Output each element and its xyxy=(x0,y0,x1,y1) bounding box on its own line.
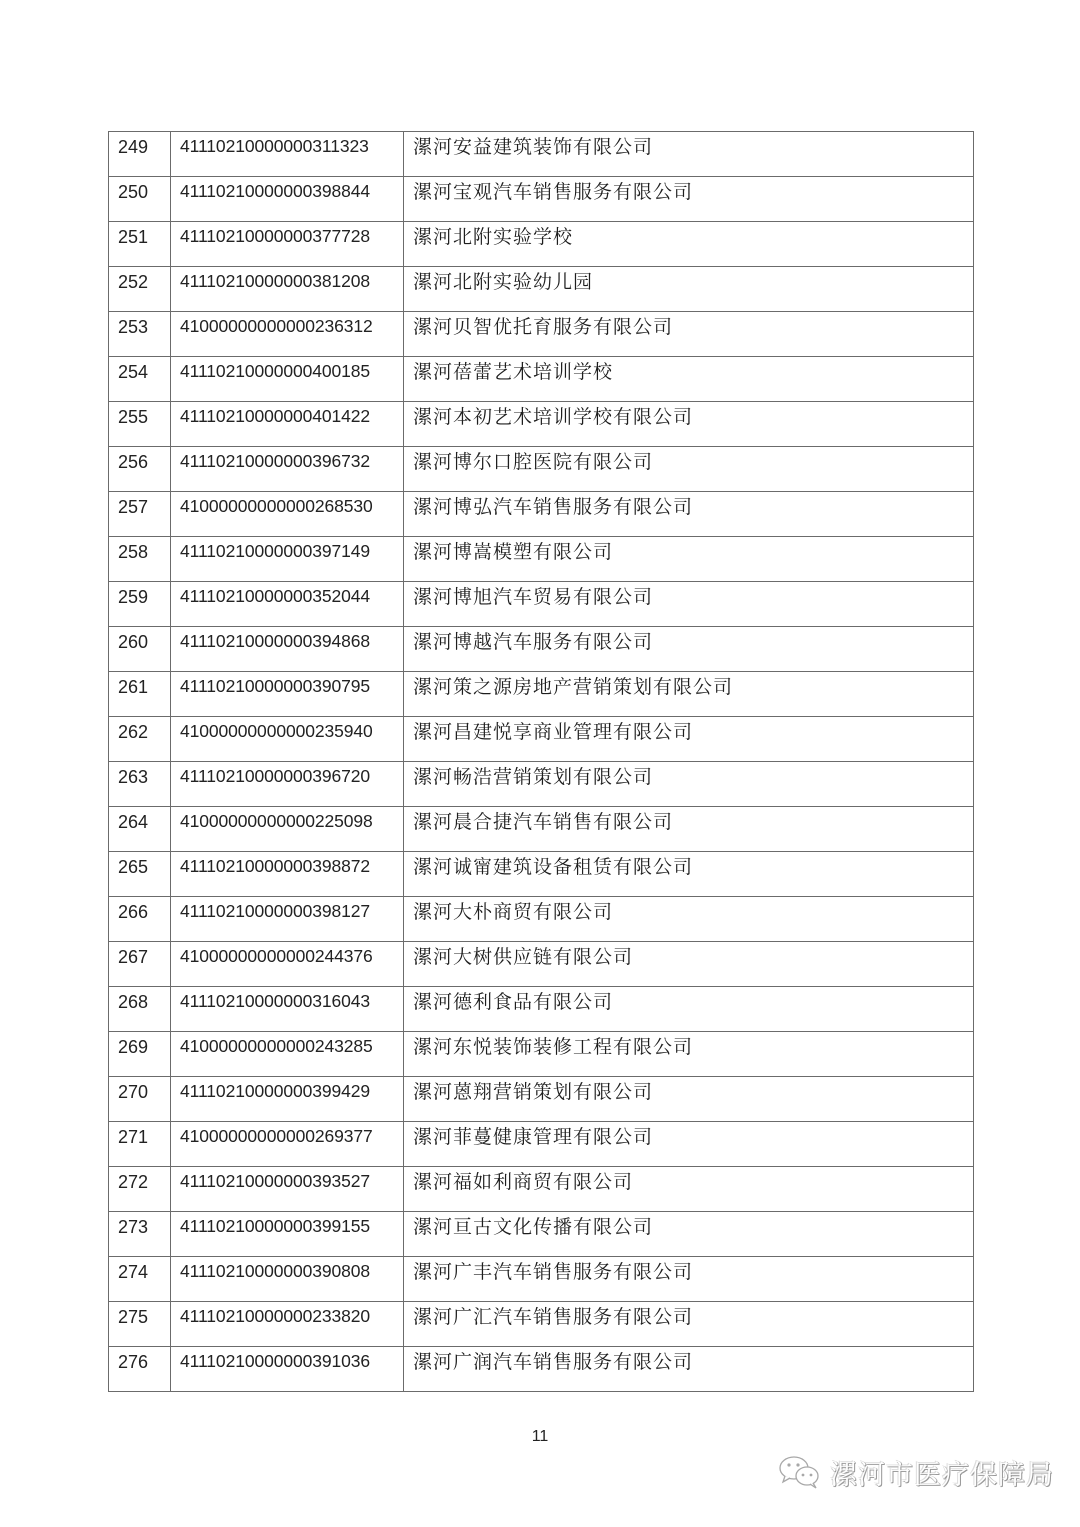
unit-name-cell-text: 漯河策之源房地产营销策划有限公司 xyxy=(413,676,734,698)
table-row xyxy=(109,1032,974,1077)
unit-code-cell-text: 41110210000000400185 xyxy=(180,361,371,381)
table-row xyxy=(109,672,974,717)
unit-code-cell xyxy=(171,762,404,807)
unit-name-cell xyxy=(404,537,974,582)
unit-code-cell xyxy=(171,807,404,852)
unit-code-cell xyxy=(171,897,404,942)
unit-name-cell xyxy=(404,132,974,177)
unit-name-cell-text: 漯河东悦装饰装修工程有限公司 xyxy=(413,1036,694,1058)
table-row xyxy=(109,537,974,582)
row-number-cell xyxy=(109,1122,171,1167)
unit-code-cell xyxy=(171,1167,404,1212)
unit-name-cell xyxy=(404,762,974,807)
row-number-cell xyxy=(109,1167,171,1212)
unit-code-cell xyxy=(171,357,404,402)
row-number-cell-text: 256 xyxy=(118,452,149,472)
unit-name-cell-text: 漯河宝观汽车销售服务有限公司 xyxy=(413,181,694,203)
row-number-cell xyxy=(109,1032,171,1077)
row-number-cell xyxy=(109,1257,171,1302)
unit-code-cell-text: 41110210000000390808 xyxy=(180,1261,371,1281)
row-number-cell-text: 270 xyxy=(118,1082,149,1102)
row-number-cell xyxy=(109,357,171,402)
table-row xyxy=(109,1257,974,1302)
unit-code-cell-text: 41110210000000398844 xyxy=(180,181,371,201)
unit-name-cell-text: 漯河蓓蕾艺术培训学校 xyxy=(413,361,614,383)
row-number-cell-text: 271 xyxy=(118,1127,149,1147)
unit-code-cell xyxy=(171,1122,404,1167)
unit-code-cell xyxy=(171,1347,404,1392)
unit-code-cell-text: 41110210000000394868 xyxy=(180,631,371,651)
unit-code-cell xyxy=(171,267,404,312)
unit-code-cell-text: 41110210000000390795 xyxy=(180,676,371,696)
unit-name-cell xyxy=(404,807,974,852)
unit-code-cell xyxy=(171,312,404,357)
row-number-cell-text: 268 xyxy=(118,992,149,1012)
watermark-text: 漯河市医疗保障局 xyxy=(830,1459,1054,1491)
unit-name-cell xyxy=(404,447,974,492)
row-number-cell xyxy=(109,267,171,312)
unit-name-cell xyxy=(404,1122,974,1167)
row-number-cell xyxy=(109,1347,171,1392)
table-row xyxy=(109,762,974,807)
table-row xyxy=(109,1302,974,1347)
row-number-cell-text: 249 xyxy=(118,137,149,157)
unit-name-cell xyxy=(404,1077,974,1122)
table-row xyxy=(109,987,974,1032)
unit-code-cell xyxy=(171,987,404,1032)
row-number-cell xyxy=(109,717,171,762)
unit-code-cell-text: 41000000000000225098 xyxy=(180,811,373,831)
unit-name-cell xyxy=(404,312,974,357)
row-number-cell xyxy=(109,627,171,672)
row-number-cell xyxy=(109,942,171,987)
unit-code-cell-text: 41110210000000352044 xyxy=(180,586,371,606)
table-body xyxy=(109,132,974,1392)
unit-name-cell xyxy=(404,1257,974,1302)
unit-code-cell-text: 41110210000000398127 xyxy=(180,901,371,921)
unit-code-cell-text: 41000000000000268530 xyxy=(180,496,373,516)
row-number-cell xyxy=(109,897,171,942)
unit-code-cell-text: 41110210000000311323 xyxy=(180,136,369,156)
unit-code-cell xyxy=(171,492,404,537)
unit-code-cell-text: 41000000000000244376 xyxy=(180,946,373,966)
table-row xyxy=(109,807,974,852)
table-row xyxy=(109,357,974,402)
unit-list-table xyxy=(108,131,974,1392)
row-number-cell-text: 253 xyxy=(118,317,149,337)
unit-name-cell xyxy=(404,1302,974,1347)
row-number-cell-text: 272 xyxy=(118,1172,149,1192)
row-number-cell-text: 254 xyxy=(118,362,149,382)
unit-name-cell-text: 漯河畅浩营销策划有限公司 xyxy=(413,766,654,788)
unit-name-cell-text: 漯河博弘汽车销售服务有限公司 xyxy=(413,496,694,518)
row-number-cell-text: 252 xyxy=(118,272,149,292)
unit-name-cell xyxy=(404,177,974,222)
table-row xyxy=(109,492,974,537)
unit-code-cell-text: 41110210000000316043 xyxy=(180,991,371,1011)
table-row xyxy=(109,447,974,492)
row-number-cell xyxy=(109,222,171,267)
unit-code-cell xyxy=(171,672,404,717)
row-number-cell xyxy=(109,852,171,897)
table-row xyxy=(109,852,974,897)
unit-code-cell-text: 41110210000000399155 xyxy=(180,1216,371,1236)
unit-code-cell-text: 41000000000000243285 xyxy=(180,1036,373,1056)
table-row xyxy=(109,1077,974,1122)
row-number-cell-text: 262 xyxy=(118,722,149,742)
row-number-cell xyxy=(109,537,171,582)
wechat-icon xyxy=(778,1454,822,1490)
unit-name-cell xyxy=(404,717,974,762)
row-number-cell xyxy=(109,132,171,177)
unit-name-cell-text: 漯河北附实验学校 xyxy=(413,226,574,248)
unit-name-cell-text: 漯河福如利商贸有限公司 xyxy=(413,1171,634,1193)
unit-name-cell-text: 漯河蒽翔营销策划有限公司 xyxy=(413,1081,654,1103)
unit-name-cell xyxy=(404,627,974,672)
unit-code-cell-text: 41110210000000377728 xyxy=(180,226,371,246)
unit-code-cell xyxy=(171,1212,404,1257)
unit-name-cell xyxy=(404,357,974,402)
unit-code-cell-text: 41110210000000398872 xyxy=(180,856,371,876)
wechat-account-watermark xyxy=(778,1452,1054,1492)
unit-name-cell-text: 漯河北附实验幼儿园 xyxy=(413,271,594,293)
unit-name-cell xyxy=(404,582,974,627)
table-row xyxy=(109,132,974,177)
row-number-cell xyxy=(109,807,171,852)
unit-code-cell xyxy=(171,447,404,492)
unit-code-cell xyxy=(171,852,404,897)
table-row xyxy=(109,267,974,312)
unit-code-cell xyxy=(171,717,404,762)
unit-name-cell xyxy=(404,1167,974,1212)
unit-name-cell xyxy=(404,942,974,987)
unit-code-cell xyxy=(171,942,404,987)
row-number-cell xyxy=(109,177,171,222)
unit-name-cell-text: 漯河广润汽车销售服务有限公司 xyxy=(413,1351,694,1373)
row-number-cell xyxy=(109,447,171,492)
row-number-cell-text: 259 xyxy=(118,587,149,607)
unit-code-cell xyxy=(171,132,404,177)
unit-code-cell xyxy=(171,402,404,447)
unit-code-cell-text: 41000000000000236312 xyxy=(180,316,373,336)
row-number-cell-text: 260 xyxy=(118,632,149,652)
unit-name-cell-text: 漯河博旭汽车贸易有限公司 xyxy=(413,586,654,608)
unit-name-cell-text: 漯河大树供应链有限公司 xyxy=(413,946,634,968)
unit-code-cell xyxy=(171,1257,404,1302)
row-number-cell xyxy=(109,492,171,537)
row-number-cell-text: 266 xyxy=(118,902,149,922)
page-number: 11 xyxy=(531,1428,549,1445)
row-number-cell-text: 258 xyxy=(118,542,149,562)
row-number-cell xyxy=(109,312,171,357)
unit-code-cell-text: 41110210000000393527 xyxy=(180,1171,371,1191)
table-row xyxy=(109,627,974,672)
row-number-cell xyxy=(109,762,171,807)
table-row xyxy=(109,312,974,357)
unit-code-cell-text: 41110210000000401422 xyxy=(180,406,371,426)
unit-code-cell-text: 41110210000000396732 xyxy=(180,451,371,471)
row-number-cell xyxy=(109,1302,171,1347)
row-number-cell xyxy=(109,1077,171,1122)
unit-code-cell xyxy=(171,177,404,222)
unit-code-cell-text: 41110210000000397149 xyxy=(180,541,371,561)
unit-name-cell xyxy=(404,267,974,312)
unit-code-cell xyxy=(171,1302,404,1347)
unit-name-cell xyxy=(404,1212,974,1257)
unit-name-cell-text: 漯河菲蔓健康管理有限公司 xyxy=(413,1126,654,1148)
row-number-cell-text: 276 xyxy=(118,1352,149,1372)
unit-code-cell-text: 41110210000000233820 xyxy=(180,1306,371,1326)
unit-code-cell-text: 41000000000000269377 xyxy=(180,1126,373,1146)
row-number-cell-text: 250 xyxy=(118,182,149,202)
unit-name-cell-text: 漯河德利食品有限公司 xyxy=(413,991,614,1013)
unit-name-cell-text: 漯河博越汽车服务有限公司 xyxy=(413,631,654,653)
table-row xyxy=(109,717,974,762)
unit-name-cell-text: 漯河广丰汽车销售服务有限公司 xyxy=(413,1261,694,1283)
row-number-cell xyxy=(109,987,171,1032)
unit-name-cell xyxy=(404,222,974,267)
unit-name-cell xyxy=(404,402,974,447)
row-number-cell-text: 275 xyxy=(118,1307,149,1327)
unit-code-cell-text: 41110210000000396720 xyxy=(180,766,371,786)
unit-code-cell-text: 41110210000000381208 xyxy=(180,271,371,291)
unit-name-cell-text: 漯河昌建悦享商业管理有限公司 xyxy=(413,721,694,743)
row-number-cell xyxy=(109,672,171,717)
table-row xyxy=(109,402,974,447)
unit-name-cell xyxy=(404,672,974,717)
unit-code-cell xyxy=(171,222,404,267)
row-number-cell xyxy=(109,1212,171,1257)
unit-code-cell xyxy=(171,582,404,627)
unit-name-cell-text: 漯河博嵩模塑有限公司 xyxy=(413,541,614,563)
row-number-cell-text: 257 xyxy=(118,497,149,517)
table-row xyxy=(109,897,974,942)
row-number-cell-text: 255 xyxy=(118,407,149,427)
unit-name-cell-text: 漯河广汇汽车销售服务有限公司 xyxy=(413,1306,694,1328)
row-number-cell-text: 261 xyxy=(118,677,149,697)
unit-name-cell-text: 漯河亘古文化传播有限公司 xyxy=(413,1216,654,1238)
unit-name-cell xyxy=(404,492,974,537)
row-number-cell-text: 274 xyxy=(118,1262,149,1282)
unit-code-cell xyxy=(171,627,404,672)
table-row xyxy=(109,222,974,267)
unit-name-cell-text: 漯河大朴商贸有限公司 xyxy=(413,901,614,923)
unit-name-cell xyxy=(404,1347,974,1392)
table-row xyxy=(109,582,974,627)
row-number-cell-text: 251 xyxy=(118,227,149,247)
unit-name-cell-text: 漯河诚甯建筑设备租赁有限公司 xyxy=(413,856,694,878)
unit-code-cell xyxy=(171,1077,404,1122)
unit-code-cell xyxy=(171,537,404,582)
table-row xyxy=(109,177,974,222)
unit-name-cell-text: 漯河晨合捷汽车销售有限公司 xyxy=(413,811,674,833)
table-row xyxy=(109,1167,974,1212)
unit-name-cell-text: 漯河博尔口腔医院有限公司 xyxy=(413,451,654,473)
row-number-cell xyxy=(109,402,171,447)
unit-name-cell xyxy=(404,897,974,942)
row-number-cell-text: 264 xyxy=(118,812,149,832)
row-number-cell xyxy=(109,582,171,627)
row-number-cell-text: 269 xyxy=(118,1037,149,1057)
unit-name-cell xyxy=(404,1032,974,1077)
table-row xyxy=(109,942,974,987)
table-row xyxy=(109,1122,974,1167)
unit-code-cell xyxy=(171,1032,404,1077)
unit-name-cell xyxy=(404,987,974,1032)
row-number-cell-text: 273 xyxy=(118,1217,149,1237)
unit-code-cell-text: 41110210000000399429 xyxy=(180,1081,371,1101)
unit-name-cell xyxy=(404,852,974,897)
row-number-cell-text: 265 xyxy=(118,857,149,877)
unit-name-cell-text: 漯河安益建筑装饰有限公司 xyxy=(413,136,654,158)
unit-name-cell-text: 漯河本初艺术培训学校有限公司 xyxy=(413,406,694,428)
unit-code-cell-text: 41000000000000235940 xyxy=(180,721,373,741)
unit-name-cell-text: 漯河贝智优托育服务有限公司 xyxy=(413,316,674,338)
table-row xyxy=(109,1347,974,1392)
table-row xyxy=(109,1212,974,1257)
row-number-cell-text: 263 xyxy=(118,767,149,787)
unit-code-cell-text: 41110210000000391036 xyxy=(180,1351,371,1371)
row-number-cell-text: 267 xyxy=(118,947,149,967)
